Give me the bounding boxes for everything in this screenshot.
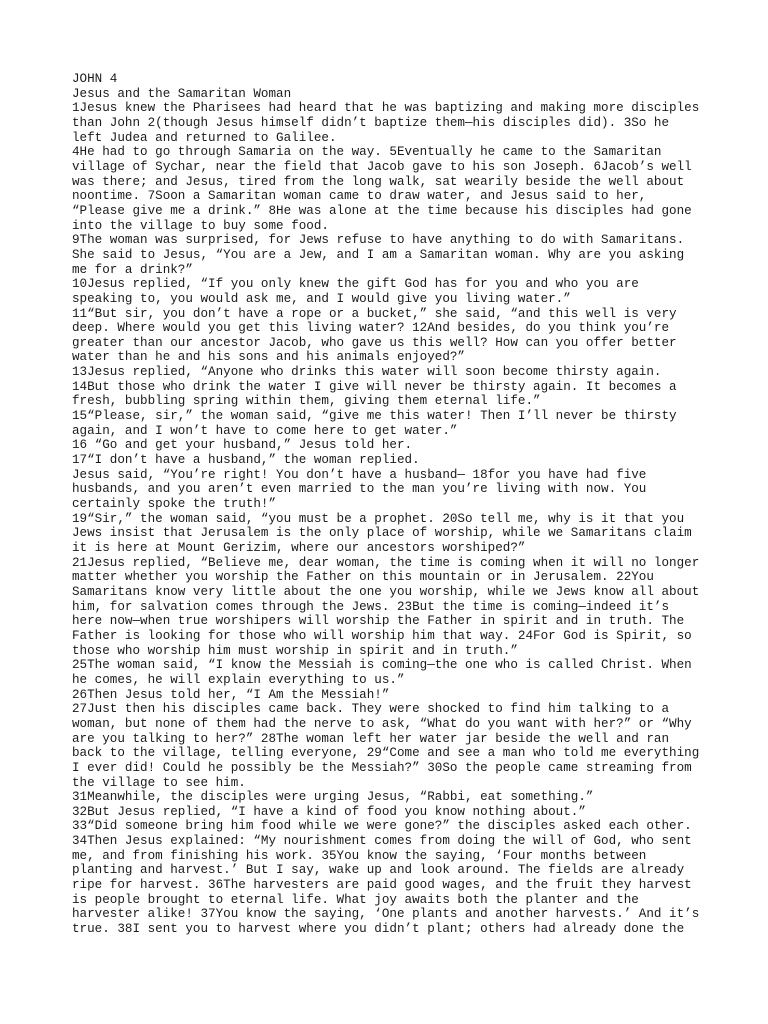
text-line: fresh, bubbling spring within them, giving them eternal life.” [72,394,541,409]
text-line: 27Just then his disciples came back. They were shocked to find him talking to a [72,702,670,717]
text-line: 16 “Go and get your husband,” Jesus told her. [72,438,413,453]
text-line: Jews insist that Jerusalem is the only place of worship, while we Samaritans claim [72,526,692,541]
text-line: matter whether you worship the Father on this mountain or in Jerusalem. 22You [72,570,654,585]
text-line: 21Jesus replied, “Believe me, dear woman, the time is coming when it will no longer [72,555,700,570]
text-line: 26Then Jesus told her, “I Am the Messiah!” [72,687,390,702]
text-line: deep. Where would you get this living water? 12And besides, do you think you’re [72,321,670,336]
text-line: are you talking to her?” 28The woman left her water jar beside the well and ran [72,731,670,746]
text-line: harvester alike! 37You know the saying, ‘One plants and another harvests.’ And it’s [72,907,700,922]
text-line: “Please give me a drink.” 8He was alone at the time because his disciples had gone [72,203,692,218]
text-line: I ever did! Could he possibly be the Messiah?” 30So the people came streaming from [72,760,692,775]
text-line: back to the village, telling everyone, 29“Come and see a man who told me everything [72,746,700,761]
text-line: true. 38I sent you to harvest where you didn’t plant; others had already done the [72,922,685,937]
text-line: Father is looking for those who will worship him that way. 24For God is Spirit, so [72,628,692,643]
text-line: 13Jesus replied, “Anyone who drinks this water will soon become thirsty again. [72,365,662,380]
text-line: me, and from finishing his work. 35You know the saying, ‘Four months between [72,848,647,863]
text-line: certainly spoke the truth!” [72,497,277,512]
text-line: 25The woman said, “I know the Messiah is coming—the one who is called Christ. When [72,658,692,673]
text-line: speaking to, you would ask me, and I would give you living water.” [72,291,571,306]
text-line: than John 2(though Jesus himself didn’t baptize them—his disciples did). 3So he [72,115,670,130]
text-line: me for a drink?” [72,262,193,277]
text-line: 34Then Jesus explained: “My nourishment comes from doing the will of God, who sent [72,834,692,849]
text-line: 19“Sir,” the woman said, “you must be a prophet. 20So tell me, why is it that you [72,511,685,526]
text-line: village of Sychar, near the field that Jacob gave to his son Joseph. 6Jacob’s well [72,159,692,174]
text-line: the village to see him. [72,775,246,790]
text-line: husbands, and you aren’t even married to the man you’re living with now. You [72,482,647,497]
text-line: ripe for harvest. 36The harvesters are paid good wages, and the fruit they harvest [72,878,692,893]
section-heading: Jesus and the Samaritan Woman [72,86,292,101]
text-line: 11“But sir, you don’t have a rope or a bucket,” she said, “and this well is very [72,306,677,321]
text-line: him, for salvation comes through the Jews. 23But the time is coming—indeed it’s [72,599,670,614]
text-line: those who worship him must worship in spirit and in truth.” [72,643,518,658]
document-body [72,72,712,937]
text-line: left Judea and returned to Galilee. [72,130,337,145]
text-line: 10Jesus replied, “If you only knew the gift God has for you and who you are [72,277,639,292]
text-line: 9The woman was surprised, for Jews refuse to have anything to do with Samaritans. [72,233,685,248]
text-line: again, and I won’t have to come here to get water.” [72,423,458,438]
text-line: noontime. 7Soon a Samaritan woman came to draw water, and Jesus said to her, [72,189,647,204]
text-line: greater than our ancestor Jacob, who gave us this well? How can you offer better [72,335,677,350]
text-line: Jesus said, “You’re right! You don’t have a husband— 18for you have had five [72,467,647,482]
text-line: Samaritans know very little about the one you worship, while we Jews know all about [72,584,700,599]
text-line: it is here at Mount Gerizim, where our ancestors worshiped?” [72,541,526,555]
text-line: planting and harvest.’ But I say, wake up and look around. The fields are already [72,863,685,878]
text-line: woman, but none of them had the nerve to ask, “What do you want with her?” or “Why [72,716,692,731]
text-line: 31Meanwhile, the disciples were urging Jesus, “Rabbi, eat something.” [72,790,594,805]
text-line: 32But Jesus replied, “I have a kind of food you know nothing about.” [72,804,586,819]
text-line: here now—when true worshipers will worship the Father in spirit and in truth. The [72,614,685,629]
text-line: 15“Please, sir,” the woman said, “give me this water! Then I’ll never be thirsty [72,409,677,424]
text-line: into the village to buy some food. [72,218,329,233]
text-line: 1Jesus knew the Pharisees had heard that he was baptizing and making more disciples [72,101,700,116]
text-line: 4He had to go through Samaria on the way. 5Eventually he came to the Samaritan [72,145,662,160]
text-line: 14But those who drink the water I give will never be thirsty again. It becomes a [72,379,677,394]
text-line: She said to Jesus, “You are a Jew, and I am a Samaritan woman. Why are you asking [72,247,685,262]
text-line: water than he and his sons and his animals enjoyed?” [72,350,465,365]
text-line: 33“Did someone bring him food while we were gone?” the disciples asked each other. [72,819,692,834]
text-line: he comes, he will explain everything to us.” [72,672,405,687]
text-line: 17“I don’t have a husband,” the woman replied. [72,453,420,468]
chapter-title: JOHN 4 [72,72,118,86]
text-line: is people brought to eternal life. What joy awaits both the planter and the [72,892,639,907]
text-line: was there; and Jesus, tired from the long walk, sat wearily beside the well about [72,174,685,189]
